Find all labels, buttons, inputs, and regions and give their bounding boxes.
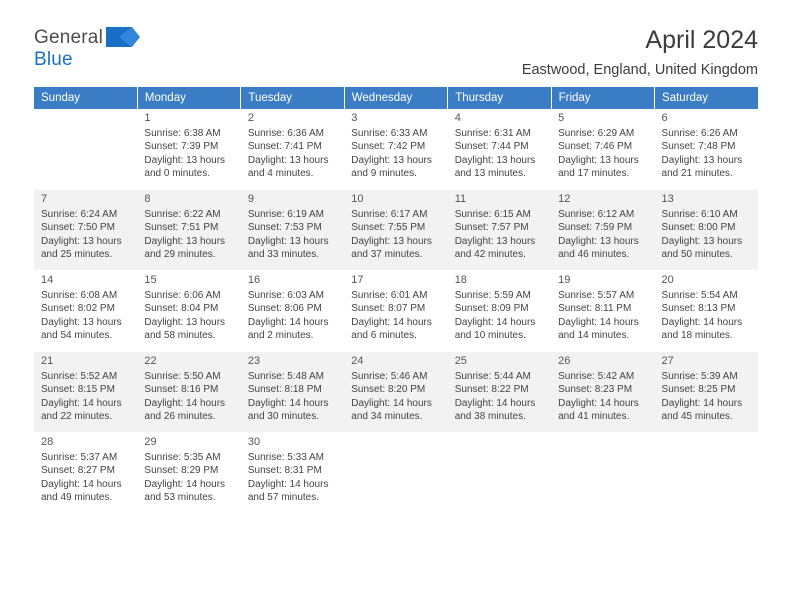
day-details — [455, 289, 545, 342]
day-details — [558, 289, 648, 342]
day-detail-line: Sunset: 8:06 PM — [247, 303, 322, 315]
calendar-empty-cell — [655, 433, 758, 514]
day-detail-line: Daylight: 13 hours — [351, 235, 432, 247]
day-detail-line: and 41 minutes. — [558, 410, 630, 422]
day-detail-line: Sunset: 7:42 PM — [351, 141, 426, 153]
day-detail-line: Daylight: 13 hours — [661, 154, 743, 166]
day-detail-line: Daylight: 14 hours — [558, 316, 639, 328]
calendar-day-cell[interactable] — [34, 433, 137, 514]
calendar-day-cell[interactable] — [448, 271, 551, 352]
day-details — [248, 370, 338, 423]
calendar-day-cell[interactable] — [241, 433, 344, 514]
flag-icon — [106, 26, 140, 48]
day-detail-line: and 4 minutes. — [247, 167, 314, 179]
day-detail-line: Sunset: 8:13 PM — [661, 303, 736, 315]
day-details — [662, 289, 752, 342]
calendar-day-cell[interactable] — [551, 190, 654, 271]
day-detail-line: Sunrise: 6:36 AM — [247, 128, 324, 140]
day-detail-line: and 37 minutes. — [351, 248, 423, 260]
day-detail-line: and 13 minutes. — [454, 167, 526, 179]
day-detail-line: Sunrise: 5:44 AM — [454, 371, 531, 383]
calendar-empty-cell — [551, 433, 654, 514]
day-detail-line: Daylight: 13 hours — [661, 235, 743, 247]
calendar-empty-cell — [34, 109, 137, 190]
day-detail-line: Sunset: 7:41 PM — [247, 141, 322, 153]
day-detail-line: and 21 minutes. — [661, 167, 733, 179]
day-details — [662, 127, 752, 180]
day-detail-line: Sunset: 7:39 PM — [144, 141, 219, 153]
calendar-week-row — [34, 190, 758, 271]
day-detail-line: Daylight: 14 hours — [351, 316, 432, 328]
day-number: 16 — [247, 274, 261, 286]
day-detail-line: Sunset: 8:31 PM — [247, 465, 322, 477]
weekday-header-thursday: Thursday — [448, 87, 551, 109]
day-details — [144, 370, 234, 423]
day-detail-line: Sunrise: 6:03 AM — [247, 290, 324, 302]
day-detail-line: Sunset: 8:02 PM — [41, 303, 115, 315]
day-number: 29 — [144, 436, 157, 448]
calendar-day-cell[interactable] — [655, 109, 758, 190]
day-number: 3 — [351, 112, 358, 124]
day-detail-line: Daylight: 13 hours — [558, 235, 639, 247]
day-detail-line: and 0 minutes. — [144, 167, 211, 179]
calendar-day-cell[interactable] — [655, 190, 758, 271]
day-detail-line: Daylight: 14 hours — [247, 478, 329, 490]
day-number: 15 — [144, 274, 157, 286]
brand-name-general: General — [34, 27, 103, 48]
day-detail-line: and 26 minutes. — [144, 410, 216, 422]
day-details — [144, 127, 234, 180]
day-detail-line: Sunset: 7:59 PM — [558, 222, 633, 234]
day-detail-line: Sunset: 8:20 PM — [351, 384, 426, 396]
day-detail-line: and 53 minutes. — [144, 491, 216, 503]
day-detail-line: Daylight: 13 hours — [144, 316, 226, 328]
day-detail-line: Daylight: 13 hours — [144, 235, 226, 247]
day-details — [144, 289, 234, 342]
calendar-day-cell[interactable] — [551, 352, 654, 433]
day-detail-line: Sunset: 7:53 PM — [247, 222, 322, 234]
day-detail-line: Daylight: 13 hours — [247, 235, 329, 247]
day-details — [144, 451, 234, 504]
day-details — [248, 451, 338, 504]
calendar-day-cell[interactable] — [448, 190, 551, 271]
day-details — [351, 208, 441, 261]
day-number: 19 — [558, 274, 571, 286]
day-number: 28 — [41, 436, 54, 448]
calendar-day-cell[interactable] — [137, 352, 240, 433]
calendar-day-cell[interactable] — [34, 190, 137, 271]
day-detail-line: Daylight: 14 hours — [558, 397, 639, 409]
day-detail-line: Sunrise: 6:08 AM — [41, 290, 118, 302]
day-detail-line: Sunrise: 6:26 AM — [661, 128, 738, 140]
day-details — [248, 127, 338, 180]
day-number: 8 — [144, 193, 151, 205]
calendar-empty-cell — [344, 433, 447, 514]
calendar-week-row — [34, 352, 758, 433]
page-title: April 2024 — [645, 26, 758, 54]
day-detail-line: and 14 minutes. — [558, 329, 630, 341]
day-detail-line: Sunrise: 5:39 AM — [661, 371, 738, 383]
day-number: 13 — [661, 193, 674, 205]
calendar-header-row — [34, 87, 758, 109]
day-detail-line: and 45 minutes. — [661, 410, 733, 422]
day-number: 17 — [351, 274, 364, 286]
day-detail-line: Sunrise: 6:24 AM — [41, 209, 118, 221]
day-detail-line: Sunrise: 5:52 AM — [41, 371, 118, 383]
day-detail-line: Sunset: 7:48 PM — [661, 141, 736, 153]
day-detail-line: Sunset: 8:04 PM — [144, 303, 219, 315]
day-detail-line: Sunset: 8:00 PM — [661, 222, 736, 234]
day-detail-line: Daylight: 14 hours — [454, 316, 536, 328]
day-details — [144, 208, 234, 261]
day-detail-line: Sunrise: 5:48 AM — [247, 371, 324, 383]
day-number: 4 — [454, 112, 461, 124]
day-detail-line: Sunrise: 6:12 AM — [558, 209, 635, 221]
calendar-week-row — [34, 109, 758, 190]
day-detail-line: Daylight: 14 hours — [351, 397, 432, 409]
day-detail-line: Daylight: 13 hours — [454, 235, 536, 247]
day-number: 12 — [558, 193, 571, 205]
day-detail-line: and 33 minutes. — [247, 248, 320, 260]
weekday-header-tuesday: Tuesday — [241, 87, 344, 109]
day-details — [248, 208, 338, 261]
day-detail-line: Sunset: 7:44 PM — [454, 141, 529, 153]
day-number: 30 — [247, 436, 261, 448]
page-header — [34, 0, 758, 78]
day-detail-line: Sunset: 8:09 PM — [454, 303, 529, 315]
calendar-day-cell[interactable] — [241, 190, 344, 271]
day-detail-line: Daylight: 14 hours — [661, 316, 743, 328]
day-detail-line: Sunrise: 5:59 AM — [454, 290, 531, 302]
day-detail-line: and 29 minutes. — [144, 248, 216, 260]
day-detail-line: Sunset: 7:57 PM — [454, 222, 529, 234]
day-detail-line: Sunrise: 5:54 AM — [661, 290, 738, 302]
day-number: 27 — [661, 355, 674, 367]
day-detail-line: Daylight: 13 hours — [41, 235, 122, 247]
day-detail-line: Sunrise: 5:33 AM — [247, 452, 324, 464]
weekday-header-wednesday: Wednesday — [344, 87, 447, 109]
weekday-header-friday: Friday — [551, 87, 654, 109]
day-details — [662, 370, 752, 423]
calendar-day-cell[interactable] — [448, 352, 551, 433]
calendar-day-cell[interactable] — [241, 271, 344, 352]
day-number: 6 — [661, 112, 668, 124]
day-detail-line: Sunrise: 6:17 AM — [351, 209, 428, 221]
day-detail-line: Daylight: 14 hours — [41, 478, 122, 490]
day-number: 5 — [558, 112, 565, 124]
day-detail-line: Daylight: 13 hours — [247, 154, 329, 166]
day-detail-line: Sunset: 8:25 PM — [661, 384, 736, 396]
calendar-day-cell[interactable] — [241, 352, 344, 433]
day-detail-line: and 50 minutes. — [661, 248, 733, 260]
day-detail-line: Sunrise: 6:38 AM — [144, 128, 221, 140]
calendar-empty-cell — [448, 433, 551, 514]
day-detail-line: Sunrise: 5:42 AM — [558, 371, 635, 383]
day-details — [351, 289, 441, 342]
day-detail-line: Sunset: 7:51 PM — [144, 222, 219, 234]
day-detail-line: Sunset: 8:16 PM — [144, 384, 219, 396]
calendar-day-cell[interactable] — [448, 109, 551, 190]
day-details — [351, 127, 441, 180]
day-detail-line: Sunrise: 6:15 AM — [454, 209, 531, 221]
day-detail-line: and 42 minutes. — [454, 248, 526, 260]
calendar-day-cell[interactable] — [137, 433, 240, 514]
calendar-day-cell[interactable] — [34, 352, 137, 433]
day-detail-line: Sunset: 8:11 PM — [558, 303, 632, 315]
day-detail-line: Daylight: 14 hours — [247, 316, 329, 328]
day-detail-line: Daylight: 14 hours — [454, 397, 536, 409]
day-number: 20 — [661, 274, 674, 286]
day-detail-line: and 49 minutes. — [41, 491, 113, 503]
day-number: 7 — [41, 193, 48, 205]
day-details — [41, 289, 131, 342]
calendar-day-cell[interactable] — [137, 190, 240, 271]
day-details — [351, 370, 441, 423]
calendar-day-cell[interactable] — [137, 271, 240, 352]
day-detail-line: and 58 minutes. — [144, 329, 216, 341]
weekday-header-monday: Monday — [137, 87, 240, 109]
day-detail-line: Sunset: 8:22 PM — [454, 384, 529, 396]
day-detail-line: Daylight: 14 hours — [247, 397, 329, 409]
day-detail-line: and 34 minutes. — [351, 410, 423, 422]
calendar-table — [34, 87, 758, 514]
day-number: 11 — [454, 193, 467, 205]
weekday-header-sunday: Sunday — [34, 87, 137, 109]
day-detail-line: Sunset: 8:07 PM — [351, 303, 426, 315]
day-detail-line: and 22 minutes. — [41, 410, 113, 422]
day-detail-line: Sunrise: 5:50 AM — [144, 371, 221, 383]
calendar-day-cell[interactable] — [34, 271, 137, 352]
day-detail-line: Sunset: 8:29 PM — [144, 465, 219, 477]
day-detail-line: and 2 minutes. — [247, 329, 314, 341]
day-detail-line: Sunset: 8:27 PM — [41, 465, 115, 477]
day-number: 18 — [454, 274, 467, 286]
page-location: Eastwood, England, United Kingdom — [521, 62, 758, 78]
day-detail-line: Sunrise: 6:19 AM — [247, 209, 324, 221]
day-number: 9 — [247, 193, 254, 205]
calendar-day-cell[interactable] — [551, 109, 654, 190]
calendar-day-cell[interactable] — [344, 352, 447, 433]
day-detail-line: and 30 minutes. — [247, 410, 320, 422]
day-detail-line: Sunrise: 6:31 AM — [454, 128, 531, 140]
day-detail-line: Sunset: 7:46 PM — [558, 141, 633, 153]
day-number: 22 — [144, 355, 157, 367]
day-detail-line: and 25 minutes. — [41, 248, 113, 260]
day-detail-line: and 17 minutes. — [558, 167, 630, 179]
day-detail-line: and 18 minutes. — [661, 329, 733, 341]
brand-name-blue: Blue — [34, 49, 73, 70]
day-number: 26 — [558, 355, 571, 367]
day-detail-line: Sunset: 8:18 PM — [247, 384, 322, 396]
day-detail-line: Daylight: 14 hours — [144, 478, 226, 490]
day-detail-line: Sunset: 8:15 PM — [41, 384, 115, 396]
calendar-body — [34, 109, 758, 514]
day-detail-line: Daylight: 14 hours — [144, 397, 226, 409]
day-number: 23 — [247, 355, 261, 367]
day-detail-line: and 57 minutes. — [247, 491, 320, 503]
day-details — [455, 370, 545, 423]
day-detail-line: Sunrise: 6:22 AM — [144, 209, 221, 221]
calendar-day-cell[interactable] — [551, 271, 654, 352]
day-number: 14 — [41, 274, 54, 286]
day-detail-line: Sunrise: 5:35 AM — [144, 452, 221, 464]
day-detail-line: Sunset: 8:23 PM — [558, 384, 633, 396]
day-detail-line: Daylight: 13 hours — [351, 154, 432, 166]
day-detail-line: Sunrise: 6:29 AM — [558, 128, 635, 140]
day-detail-line: Sunrise: 5:37 AM — [41, 452, 118, 464]
calendar-week-row — [34, 433, 758, 514]
day-number: 2 — [247, 112, 254, 124]
day-details — [248, 289, 338, 342]
day-detail-line: and 46 minutes. — [558, 248, 630, 260]
weekday-header-saturday: Saturday — [655, 87, 758, 109]
day-details — [455, 208, 545, 261]
day-details — [41, 208, 131, 261]
calendar-day-cell[interactable] — [344, 190, 447, 271]
day-detail-line: Sunrise: 6:06 AM — [144, 290, 221, 302]
day-detail-line: Sunset: 7:50 PM — [41, 222, 115, 234]
day-details — [558, 208, 648, 261]
day-number: 21 — [41, 355, 54, 367]
day-detail-line: Sunrise: 6:10 AM — [661, 209, 738, 221]
day-details — [41, 451, 131, 504]
calendar-day-cell[interactable] — [344, 271, 447, 352]
day-details — [558, 370, 648, 423]
day-detail-line: and 54 minutes. — [41, 329, 113, 341]
day-number: 1 — [144, 112, 151, 124]
day-detail-line: and 9 minutes. — [351, 167, 417, 179]
day-detail-line: and 10 minutes. — [454, 329, 526, 341]
day-number: 10 — [351, 193, 364, 205]
day-number: 24 — [351, 355, 364, 367]
day-detail-line: Daylight: 13 hours — [41, 316, 122, 328]
day-detail-line: and 6 minutes. — [351, 329, 417, 341]
day-detail-line: Daylight: 14 hours — [41, 397, 122, 409]
calendar-day-cell[interactable] — [655, 352, 758, 433]
day-detail-line: Daylight: 13 hours — [558, 154, 639, 166]
day-detail-line: Daylight: 13 hours — [144, 154, 226, 166]
day-detail-line: Daylight: 13 hours — [454, 154, 536, 166]
calendar-day-cell[interactable] — [241, 109, 344, 190]
day-detail-line: Sunrise: 5:57 AM — [558, 290, 635, 302]
day-details — [455, 127, 545, 180]
calendar-week-row — [34, 271, 758, 352]
day-details — [41, 370, 131, 423]
calendar-day-cell[interactable] — [137, 109, 240, 190]
day-detail-line: Sunrise: 5:46 AM — [351, 371, 428, 383]
calendar-day-cell[interactable] — [344, 109, 447, 190]
day-details — [662, 208, 752, 261]
day-detail-line: Sunrise: 6:33 AM — [351, 128, 428, 140]
day-detail-line: and 38 minutes. — [454, 410, 526, 422]
day-number: 25 — [454, 355, 467, 367]
calendar-day-cell[interactable] — [655, 271, 758, 352]
day-detail-line: Sunrise: 6:01 AM — [351, 290, 428, 302]
day-detail-line: Sunset: 7:55 PM — [351, 222, 426, 234]
brand-logo — [34, 28, 103, 69]
day-details — [558, 127, 648, 180]
day-detail-line: Daylight: 14 hours — [661, 397, 743, 409]
